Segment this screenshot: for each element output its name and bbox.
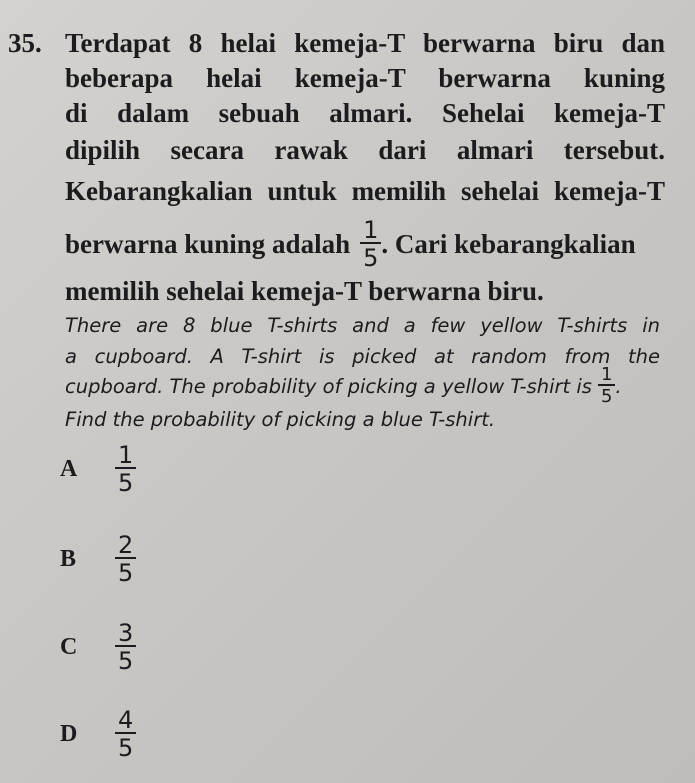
malay-line-5: Kebarangkalian untuk memilih sehelai kemeja-T <box>65 176 665 206</box>
denominator: 5 <box>363 244 379 272</box>
denominator: 5 <box>118 469 134 497</box>
fraction-one-fifth-english <box>598 366 615 406</box>
english-line-3-text: cupboard. The probability of picking a yellow T-shirt is <box>65 374 592 398</box>
malay-line-4: dipilih secara rawak dari almari tersebut. <box>65 135 665 165</box>
numerator: 1 <box>598 366 615 386</box>
malay-line-7: memilih sehelai kemeja-T berwarna biru. <box>65 276 544 306</box>
malay-line-3: di dalam sebuah almari. Sehelai kemeja-T <box>65 98 665 128</box>
option-fraction <box>115 443 136 495</box>
english-line-4: Find the probability of picking a blue T-shirt. <box>65 408 496 431</box>
english-line-1: There are 8 blue T-shirts and a few yellow T-shirts in <box>65 314 660 337</box>
option-fraction <box>115 621 136 673</box>
english-line-3-tail: . <box>615 374 622 398</box>
denominator: 5 <box>118 559 134 587</box>
option-letter: D <box>60 720 78 747</box>
option-c[interactable] <box>60 621 136 673</box>
malay-line-6 <box>65 218 636 270</box>
malay-line-6-text: berwarna kuning adalah <box>65 228 351 259</box>
option-fraction <box>115 533 136 585</box>
option-letter: A <box>60 455 78 482</box>
numerator: 4 <box>115 708 136 734</box>
question-number: 35. <box>8 28 42 58</box>
option-b[interactable] <box>60 533 136 585</box>
option-letter: C <box>60 633 78 660</box>
option-letter: B <box>60 545 77 572</box>
english-line-2: a cupboard. A T-shirt is picked at random from the <box>65 345 660 368</box>
option-fraction <box>115 708 136 760</box>
numerator: 1 <box>360 218 381 244</box>
option-d[interactable] <box>60 708 136 760</box>
malay-line-2: beberapa helai kemeja-T berwarna kuning <box>65 63 665 93</box>
denominator: 5 <box>118 647 134 675</box>
malay-line-1: Terdapat 8 helai kemeja-T berwarna biru dan <box>65 28 665 58</box>
denominator: 5 <box>600 386 613 407</box>
option-a[interactable] <box>60 443 136 495</box>
denominator: 5 <box>118 734 134 762</box>
numerator: 1 <box>115 443 136 469</box>
english-line-3 <box>65 366 660 406</box>
fraction-one-fifth <box>360 218 381 270</box>
numerator: 3 <box>115 621 136 647</box>
malay-line-6-tail: . Cari kebarangkalian <box>381 228 636 259</box>
numerator: 2 <box>115 533 136 559</box>
